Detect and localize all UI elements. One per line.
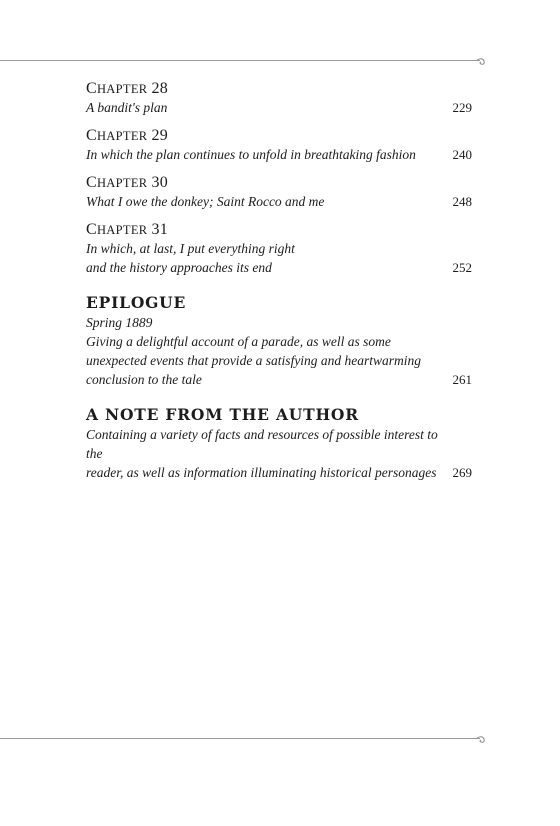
chapter-title: In which the plan continues to unfold in breathtaking fashion xyxy=(86,147,416,162)
page-number: 269 xyxy=(452,465,472,480)
bottom-flourish-icon xyxy=(476,734,488,746)
author-note-title: A NOTE FROM THE AUTHOR xyxy=(86,405,359,424)
epilogue-subtitle: Spring 1889 xyxy=(86,315,153,330)
top-rule xyxy=(0,60,480,61)
author-note-entry xyxy=(86,405,472,482)
chapter-entry-29 xyxy=(86,127,472,164)
chapter-title: What I owe the donkey; Saint Rocco and me xyxy=(86,194,325,209)
chapter-title-line: In which, at last, I put everything right xyxy=(86,241,295,256)
chapter-label: CHAPTER 29 xyxy=(86,127,169,144)
page-number: 248 xyxy=(452,194,472,209)
page-number: 261 xyxy=(452,372,472,387)
chapter-title: A bandit's plan xyxy=(86,100,168,115)
top-flourish-icon xyxy=(476,56,488,68)
chapter-label: CHAPTER 28 xyxy=(86,80,169,97)
epilogue-desc-line: Giving a delightful account of a parade, as well as some xyxy=(86,334,391,349)
epilogue-desc-line: unexpected events that provide a satisfying and heartwarming xyxy=(86,353,422,368)
epilogue-entry xyxy=(86,293,472,389)
page-number: 229 xyxy=(452,100,472,115)
chapter-entry-31 xyxy=(86,221,472,277)
epilogue-desc-line: conclusion to the tale xyxy=(86,372,202,387)
chapter-entry-30 xyxy=(86,174,472,211)
bottom-rule xyxy=(0,738,480,739)
page-number: 252 xyxy=(452,260,472,275)
chapter-label: CHAPTER 30 xyxy=(86,174,169,191)
epilogue-title: EPILOGUE xyxy=(86,293,187,312)
chapter-title-line: and the history approaches its end xyxy=(86,260,272,275)
page-number: 240 xyxy=(452,147,472,162)
chapter-label: CHAPTER 31 xyxy=(86,221,169,238)
table-of-contents xyxy=(86,80,472,482)
chapter-entry-28 xyxy=(86,80,472,117)
author-note-desc-line: reader, as well as information illuminating historical personages xyxy=(86,465,437,480)
author-note-desc-line: Containing a variety of facts and resources of possible interest to the xyxy=(86,427,438,461)
